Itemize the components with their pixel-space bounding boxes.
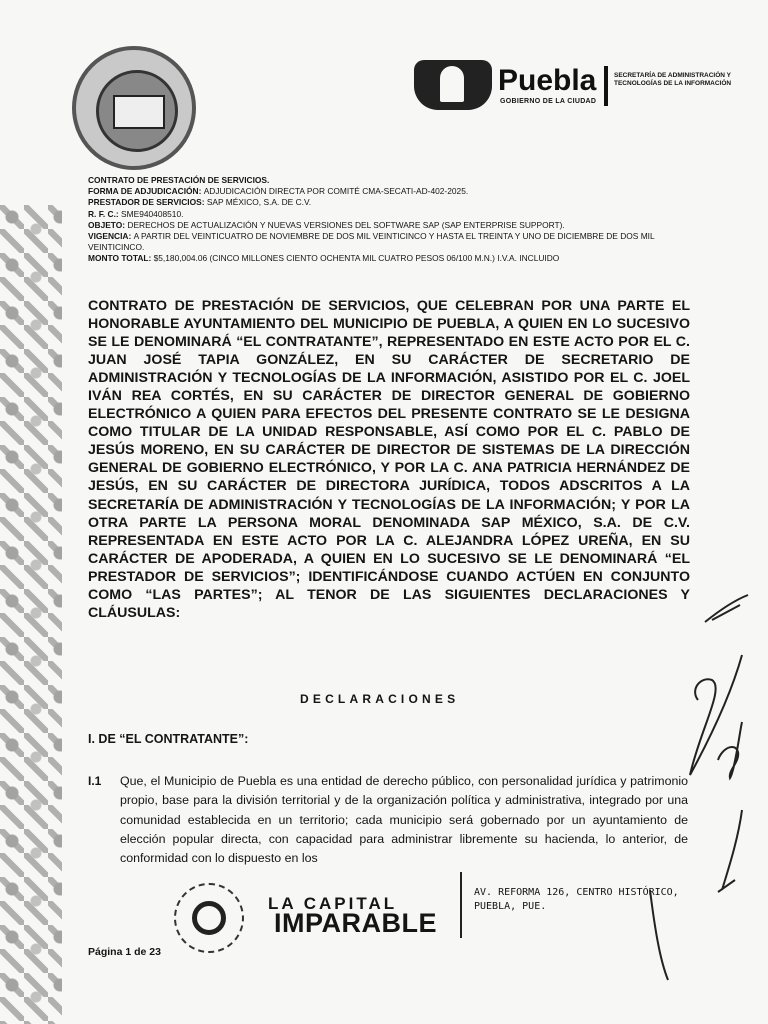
contract-type: CONTRATO DE PRESTACIÓN DE SERVICIOS. [88, 175, 270, 185]
declarations-heading: DECLARACIONES [300, 692, 460, 706]
provider-row [88, 197, 698, 208]
object-value: DERECHOS DE ACTUALIZACIÓN Y NUEVAS VERSIONES DEL SOFTWARE SAP (SAP ENTERPRISE SUPPORT). [127, 219, 565, 230]
provider-label: PRESTADOR DE SERVICIOS: [88, 197, 205, 208]
total-row [88, 253, 698, 264]
rfc-label: R. F. C.: [88, 208, 119, 219]
signature-mark-3 [718, 722, 742, 778]
rfc-row [88, 209, 698, 220]
validity-value: A PARTIR DEL VEINTICUATRO DE NOVIEMBRE DE DOS MIL VEINTICINCO Y HASTA EL TREINTA Y UNO DE DICIEMBRE DE DOS MIL VEINTICINCO. [88, 231, 655, 253]
footer-address: AV. REFORMA 126, CENTRO HISTÓRICO, PUEBLA, PUE. [474, 887, 679, 912]
page-number: Página 1 de 23 [88, 946, 161, 958]
puebla-emblem-icon [414, 60, 492, 110]
municipal-coat-of-arms-icon [72, 46, 196, 170]
signature-mark-2 [690, 655, 742, 775]
rfc-value: SME940408510. [121, 208, 184, 219]
puebla-government-logo [414, 58, 744, 112]
validity-label: VIGENCIA: [88, 231, 132, 242]
logo-department: SECRETARÍA DE ADMINISTRACIÓN Y TECNOLOGÍAS DE LA INFORMACIÓN [614, 72, 732, 87]
declaration-text: Que, el Municipio de Puebla es una entidad de derecho público, con personalidad jurídica y patrimonio propio, base para la división territorial y de la organización política y administrativa, integrado por una comunidad establecida en un territorio; cada municipio será gobernado por un ayuntamiento de elección popular directa, con capacidad para administrar libremente su hacienda, lo anterior, de conformidad con lo dispuesto en los [120, 774, 688, 866]
footer-divider [460, 872, 462, 938]
adjudication-row [88, 186, 698, 197]
adjudication-value: ADJUDICACIÓN DIRECTA POR COMITÉ CMA-SECATI-AD-402-2025. [203, 186, 469, 197]
object-label: OBJETO: [88, 219, 126, 230]
logo-name: Puebla [498, 64, 597, 97]
provider-value: SAP MÉXICO, S.A. DE C.V. [206, 197, 312, 208]
total-label: MONTO TOTAL: [88, 253, 152, 264]
logo-divider [604, 66, 608, 106]
signature-mark-1 [705, 595, 748, 622]
labor-equality-certification-seal-icon [174, 883, 244, 953]
slogan-line-1: LA CAPITAL [268, 894, 398, 913]
object-row [88, 220, 698, 231]
decorative-border-pattern [0, 205, 62, 1024]
validity-row [88, 231, 698, 253]
slogan-line-2: IMPARABLE [274, 908, 437, 938]
section-title: I. DE “EL CONTRATANTE”: [88, 732, 249, 746]
declaration-number: I.1 [88, 774, 102, 788]
adjudication-label: FORMA DE ADJUDICACIÓN: [88, 186, 202, 197]
contract-intro-paragraph: CONTRATO DE PRESTACIÓN DE SERVICIOS, QUE CELEBRAN POR UNA PARTE EL HONORABLE AYUNTAMIENTO DEL MUNICIPIO DE PUEBLA, A QUIEN EN LO SUCESIVO SE LE DENOMINARÁ “EL CONTRATANTE”, REPRESENTADO EN ESTE ACTO POR EL C. JUAN JOSÉ TAPIA GONZÁLEZ, EN SU CARÁCTER DE SECRETARIO DE ADMINISTRACIÓN Y TECNOLOGÍAS DE LA INFORMACIÓN, ASISTIDO POR EL C. JOEL IVÁN REA CORTÉS, EN SU CARÁCTER DE DIRECTOR GENERAL DE GOBIERNO ELECTRÓNICO A QUIEN PARA EFECTOS DEL PRESENTE CONTRATO SE LE DESIGNA COMO TITULAR DE LA UNIDAD RESPONSABLE, ASÍ COMO POR EL C. PABLO DE JESÚS MORENO, EN SU CARÁCTER DE DIRECTOR DE SISTEMAS DE LA DIRECCIÓN GENERAL DE GOBIERNO ELECTRÓNICO, Y POR LA C. ANA PATRICIA HERNÁNDEZ DE JESÚS, EN SU CARÁCTER DE DIRECTORA JURÍDICA, TODOS ADSCRITOS A LA SECRETARÍA DE ADMINISTRACIÓN Y TECNOLOGÍAS DE LA INFORMACIÓN; Y POR LA OTRA PARTE LA PERSONA MORAL DENOMINADA SAP MÉXICO, S.A. DE C.V. REPRESENTADA EN ESTE ACTO POR LA C. ALEJANDRA LÓPEZ UREÑA, EN SU CARÁCTER DE APODERADA, A QUIEN EN LO SUCESIVO SE LE DENOMINARÁ “EL PRESTADOR DE SERVICIOS”; IDENTIFICÁNDOSE CUANDO ACTÚEN EN CONJUNTO COMO “LAS PARTES”; AL TENOR DE LAS SIGUIENTES DECLARACIONES Y CLÁUSULAS: [88, 298, 690, 621]
logo-subtitle: GOBIERNO DE LA CIUDAD [500, 98, 597, 105]
total-value: $5,180,004.06 (CINCO MILLONES CIENTO OCHENTA MIL CUATRO PESOS 06/100 M.N.) I.V.A. INCLUIDO [153, 253, 560, 264]
contract-metadata [88, 175, 698, 265]
